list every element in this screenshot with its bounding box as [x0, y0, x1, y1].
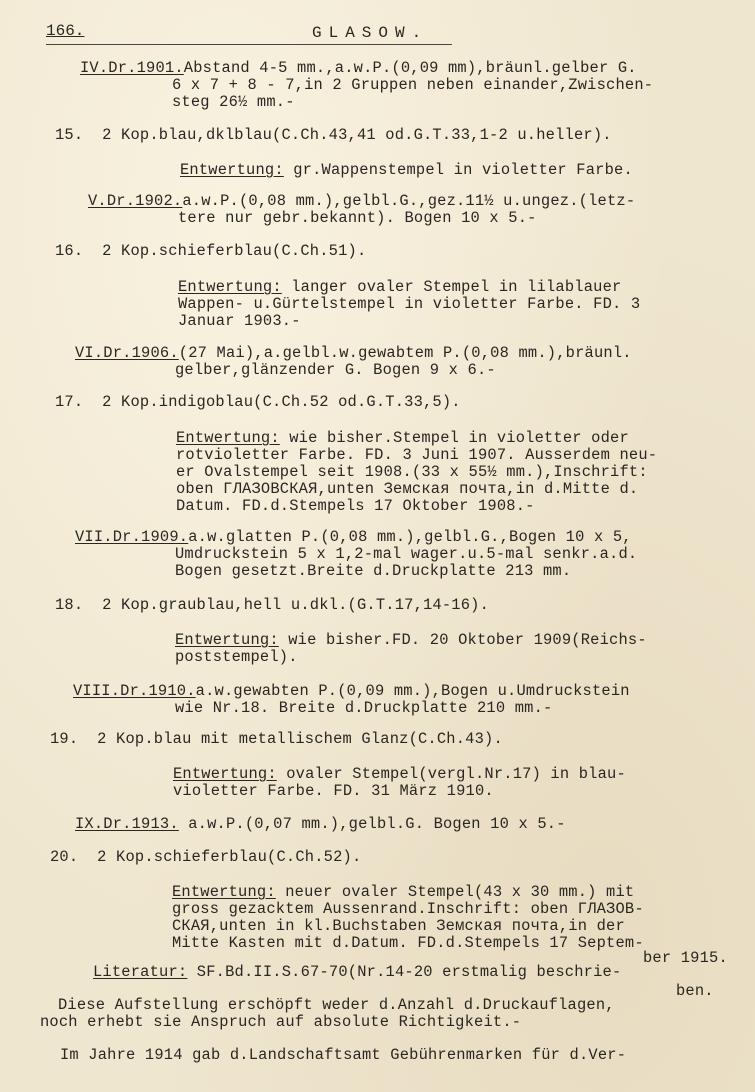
- line-text: 6 x 7 + 8 - 7,in 2 Gruppen neben einander,Zwischen-: [172, 76, 654, 94]
- text-line: [176, 464, 648, 481]
- text-line: [75, 529, 632, 546]
- text-line: [178, 313, 301, 330]
- text-line: [176, 430, 629, 447]
- line-text: Januar 1903.-: [178, 312, 301, 330]
- line-text: oben ГЛАЗОВСКАЯ,unten Земская почта,in d.Mitte d.: [176, 480, 639, 498]
- line-text: Im Jahre 1914 gab d.Landschaftsamt Gebührenmarken für d.Ver-: [60, 1046, 627, 1064]
- text-line: [40, 1014, 521, 1031]
- text-line: [676, 983, 714, 1000]
- text-line: [178, 296, 640, 313]
- underlined-heading: VII.Dr.1909.: [75, 528, 189, 546]
- text-line: [172, 918, 625, 935]
- line-text: a.w.gewabten P.(0,09 mm.),Bogen u.Umdruckstein: [195, 682, 630, 700]
- text-line: [88, 193, 635, 210]
- line-text: Wappen- u.Gürtelstempel in violetter Farbe. FD. 3: [178, 295, 641, 313]
- line-text: Abstand 4-5 mm.,a.w.P.(0,09 mm),bräunl.gelber G.: [183, 59, 637, 77]
- text-line: [173, 783, 494, 800]
- underlined-heading: IV.Dr.1901.: [80, 59, 184, 77]
- underlined-heading: Entwertung:: [176, 429, 280, 447]
- line-text: 20. 2 Kop.schieferblau(C.Ch.52).: [50, 848, 362, 866]
- text-line: [55, 597, 489, 614]
- line-text: steg 26½ mm.-: [172, 93, 295, 111]
- header-rule: [46, 44, 452, 45]
- text-line: [175, 632, 647, 649]
- text-line: [75, 816, 566, 833]
- underlined-heading: Entwertung:: [172, 883, 276, 901]
- underlined-heading: Entwertung:: [173, 765, 277, 783]
- page-title: GLASOW.: [312, 24, 429, 42]
- underlined-heading: Entwertung:: [178, 278, 282, 296]
- line-text: a.w.P.(0,07 mm.),gelbl.G. Bogen 10 x 5.-: [178, 815, 566, 833]
- line-text: 19. 2 Kop.blau mit metallischem Glanz(C.Ch.43).: [50, 730, 503, 748]
- line-text: СКАЯ,unten in kl.Buchstaben Земская почта,in der: [172, 917, 625, 935]
- text-line: [175, 649, 298, 666]
- line-text: Diese Aufstellung erschöpft weder d.Anzahl d.Druckauflagen,: [58, 996, 615, 1014]
- line-text: Bogen gesetzt.Breite d.Druckplatte 213 mm.: [175, 562, 572, 580]
- line-text: (27 Mai),a.gelbl.w.gewabtem P.(0,08 mm.),bräunl.: [178, 344, 632, 362]
- text-line: [60, 1047, 626, 1064]
- line-text: poststempel).: [175, 648, 298, 666]
- line-text: noch erhebt sie Anspruch auf absolute Richtigkeit.-: [40, 1013, 522, 1031]
- line-text: a.w.glatten P.(0,08 mm.),gelbl.G.,Bogen 10 x 5,: [188, 528, 632, 546]
- text-line: [173, 766, 626, 783]
- underlined-heading: VIII.Dr.1910.: [73, 682, 196, 700]
- text-line: [172, 77, 653, 94]
- line-text: tere nur gebr.bekannt). Bogen 10 x 5.-: [178, 209, 537, 227]
- text-line: [175, 700, 552, 717]
- line-text: neuer ovaler Stempel(43 x 30 mm.) mit: [275, 883, 635, 901]
- line-text: gelber,glänzender G. Bogen 9 x 6.-: [175, 361, 496, 379]
- text-line: [50, 731, 503, 748]
- text-line: [180, 162, 633, 179]
- line-text: ber 1915.: [643, 949, 728, 967]
- line-text: wie Nr.18. Breite d.Druckplatte 210 mm.-: [175, 699, 553, 717]
- text-line: [172, 94, 295, 111]
- text-line: [175, 362, 496, 379]
- line-text: ben.: [676, 982, 714, 1000]
- line-text: 17. 2 Kop.indigoblau(C.Ch.52 od.G.T.33,5).: [55, 393, 461, 411]
- text-line: [172, 901, 644, 918]
- page-number: 166.: [46, 22, 85, 40]
- line-text: 18. 2 Kop.graublau,hell u.dkl.(G.T.17,14-16).: [55, 596, 490, 614]
- text-line: [175, 546, 637, 563]
- underlined-heading: V.Dr.1902.: [88, 192, 183, 210]
- text-line: [178, 279, 622, 296]
- underlined-heading: Entwertung:: [175, 631, 279, 649]
- underlined-heading: IX.Dr.1913.: [75, 815, 179, 833]
- text-line: [50, 849, 361, 866]
- line-text: a.w.P.(0,08 mm.),gelbl.G.,gez.11½ u.ungez.(letz-: [182, 192, 636, 210]
- line-text: Umdruckstein 5 x 1,2-mal wager.u.5-mal senkr.a.d.: [175, 545, 638, 563]
- text-line: [175, 563, 571, 580]
- text-line: [176, 447, 657, 464]
- text-line: [172, 884, 634, 901]
- line-text: er Ovalstempel seit 1908.(33 x 55½ mm.),Inschrift:: [176, 463, 648, 481]
- line-text: SF.Bd.II.S.67-70(Nr.14-20 erstmalig beschrie-: [187, 963, 622, 981]
- text-line: [93, 964, 621, 981]
- text-line: [178, 210, 537, 227]
- underlined-heading: VI.Dr.1906.: [75, 344, 179, 362]
- line-text: langer ovaler Stempel in lilablauer: [281, 278, 622, 296]
- text-line: [58, 997, 615, 1014]
- text-line: [643, 950, 728, 967]
- line-text: gross gezacktem Aussenrand.Inschrift: oben ГЛАЗОВ-: [172, 900, 644, 918]
- text-line: [55, 127, 612, 144]
- text-line: [176, 481, 638, 498]
- text-line: [55, 394, 461, 411]
- text-line: [55, 243, 366, 260]
- underlined-heading: Entwertung:: [180, 161, 284, 179]
- line-text: Datum. FD.d.Stempels 17 Oktober 1908.-: [176, 497, 535, 515]
- line-text: Mitte Kasten mit d.Datum. FD.d.Stempels 17 Septem-: [172, 934, 644, 952]
- underlined-heading: Literatur:: [93, 963, 188, 981]
- text-line: [75, 345, 632, 362]
- text-line: [176, 498, 535, 515]
- line-text: gr.Wappenstempel in violetter Farbe.: [283, 161, 633, 179]
- line-text: ovaler Stempel(vergl.Nr.17) in blau-: [276, 765, 626, 783]
- text-line: [80, 60, 637, 77]
- text-line: [172, 935, 644, 952]
- line-text: violetter Farbe. FD. 31 März 1910.: [173, 782, 494, 800]
- line-text: rotvioletter Farbe. FD. 3 Juni 1907. Ausserdem neu-: [176, 446, 658, 464]
- line-text: 15. 2 Kop.blau,dklblau(C.Ch.43,41 od.G.T.33,1-2 u.heller).: [55, 126, 612, 144]
- line-text: wie bisher.Stempel in violetter oder: [279, 429, 629, 447]
- line-text: 16. 2 Kop.schieferblau(C.Ch.51).: [55, 242, 367, 260]
- line-text: wie bisher.FD. 20 Oktober 1909(Reichs-: [278, 631, 647, 649]
- text-line: [73, 683, 630, 700]
